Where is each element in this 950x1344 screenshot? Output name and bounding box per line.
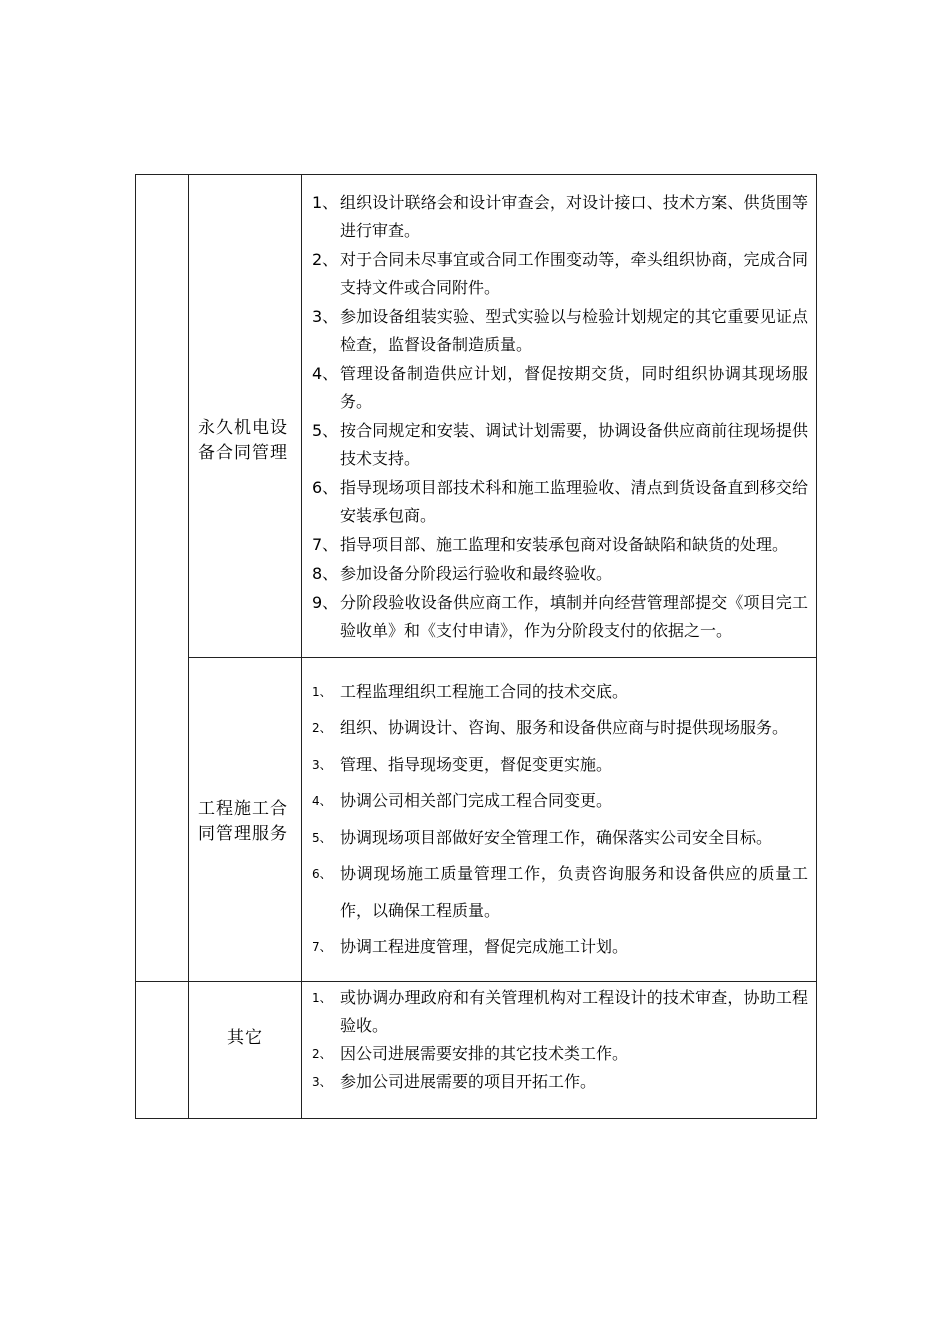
section-content-cell: [302, 175, 817, 658]
list-item: 6、 协调现场施工质量管理工作，负责咨询服务和设备供应的质量工作，以确保工程质量。: [312, 864, 808, 920]
category-cell: [136, 175, 189, 982]
section-content-cell: [302, 982, 817, 1119]
duty-list: [312, 189, 808, 645]
list-item: 2、 对于合同未尽事宜或合同工作围变动等，牵头组织协商，完成合同支持文件或合同附件。: [312, 249, 808, 297]
list-item: 3、 参加设备组装实验、型式实验以与检验计划规定的其它重要见证点检查，监督设备制造质量。: [312, 306, 808, 354]
list-item: 8、 参加设备分阶段运行验收和最终验收。: [312, 563, 613, 583]
list-item: 2、 组织、协调设计、咨询、服务和设备供应商与时提供现场服务。: [312, 718, 789, 737]
list-item: 6、 指导现场项目部技术科和施工监理验收、清点到货设备直到移交给安装承包商。: [312, 477, 808, 525]
section-label: 其它: [227, 1027, 263, 1048]
section-label-cell: [189, 982, 302, 1119]
table-row: [136, 658, 817, 982]
list-item: 5、 协调现场项目部做好安全管理工作，确保落实公司安全目标。: [312, 827, 773, 847]
list-item: 4、 管理设备制造供应计划，督促按期交货，同时组织协调其现场服务。: [312, 363, 808, 411]
duty-list: [312, 984, 808, 1096]
list-item: 7、 指导项目部、施工监理和安装承包商对设备缺陷和缺货的处理。: [312, 534, 789, 554]
table-row: [136, 982, 817, 1119]
section-content-cell: [302, 658, 817, 982]
category-cell: [136, 982, 189, 1119]
list-item: 1、 组织设计联络会和设计审查会，对设计接口、技术方案、供货围等进行审查。: [312, 192, 808, 240]
duty-list: [312, 674, 808, 966]
section-label-cell: [189, 658, 302, 982]
table-row: [136, 175, 817, 658]
list-item: 2、 因公司进展需要安排的其它技术类工作。: [312, 1044, 629, 1063]
list-item: 1、 或协调办理政府和有关管理机构对工程设计的技术审查，协助工程验收。: [312, 988, 808, 1035]
list-item: 3、 管理、指导现场变更，督促变更实施。: [312, 754, 613, 774]
list-item: 7、 协调工程进度管理，督促完成施工计划。: [312, 937, 629, 956]
section-label-cell: [189, 175, 302, 658]
section-label: 永久机电设备合同管理: [198, 418, 288, 463]
list-item: 3、 参加公司进展需要的项目开拓工作。: [312, 1072, 597, 1091]
list-item: 4、 协调公司相关部门完成工程合同变更。: [312, 791, 613, 810]
responsibility-table: [135, 174, 817, 1119]
section-label: 工程施工合同管理服务: [198, 798, 288, 844]
list-item: 9、 分阶段验收设备供应商工作，填制并向经营管理部提交《项目完工验收单》和《支付申请》，作为分阶段支付的依据之一。: [312, 592, 808, 640]
list-item: 5、 按合同规定和安装、调试计划需要，协调设备供应商前往现场提供技术支持。: [312, 420, 808, 468]
list-item: 1、 工程监理组织工程施工合同的技术交底。: [312, 681, 629, 701]
